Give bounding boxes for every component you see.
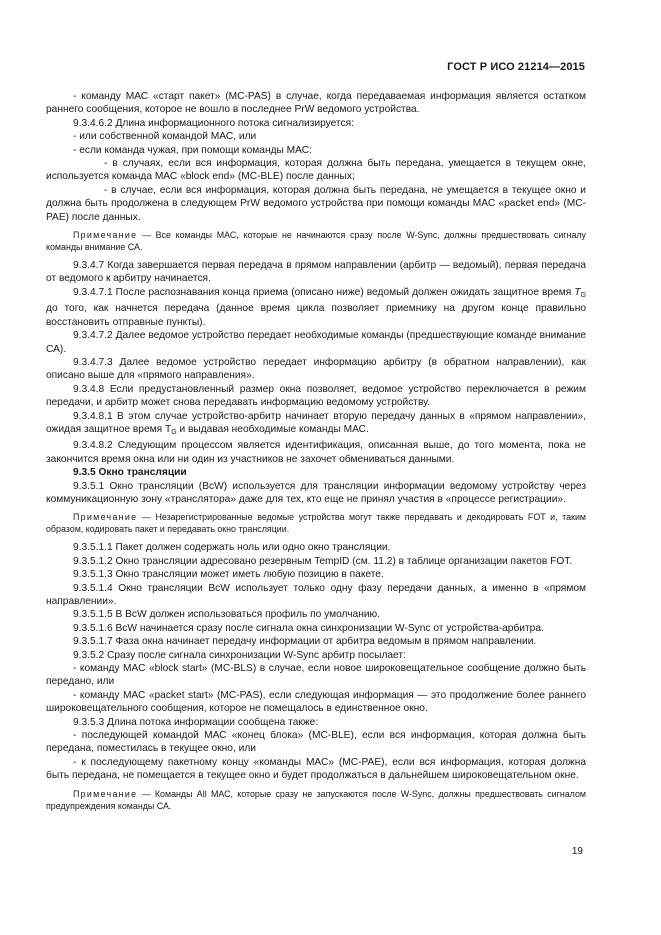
- list-item: - или собственной командой МАС, или: [73, 131, 257, 143]
- page-number: 19: [571, 846, 583, 857]
- paragraph: 9.3.5.1 Окно трансляции (BcW) используется для трансляции информации ведомому устройству через коммуникационную зону «транслятора» даже для тех, кто еще не принял участия в «процессе регистрации».: [46, 480, 586, 505]
- note-text: — Команды All МАС, которые сразу не запускаются после W-Sync, должны предшествовать сигналом предупреждения команды СА.: [46, 788, 586, 811]
- note-label: Примечание: [73, 512, 138, 523]
- note-label: Примечание: [73, 788, 138, 799]
- paragraph: 9.3.5.1.4 Окно трансляции BcW использует только одну фазу передачи данных, а именно в «прямом направлении».: [46, 582, 586, 607]
- paragraph: 9.3.4.8 Если предустановленный размер окна позволяет, ведомое устройство переключается в режим передачи, и арбитр может снова передавать информацию ведомому устройству.: [46, 383, 586, 409]
- note: [46, 511, 586, 535]
- paragraph: 9.3.5.2 Сразу после сигнала синхронизации W-Sync арбитр посылает:: [73, 649, 406, 661]
- paragraph: 9.3.5.1.7 Фаза окна начинает передачу информации от арбитра ведомым в прямом направлении.: [73, 636, 537, 648]
- note-text: — Незарегистрированные ведомые устройства могут также передавать и декодировать FOT и, таким образом, кодировать пакет и передавать окно трансляции.: [46, 512, 586, 535]
- list-item: - команду МАС «packet start» (MC-PAS), если следующая информация — это продолжение более раннего широковещательного сообщения, которое не помещалось в единственное окно.: [46, 689, 586, 715]
- note: [46, 788, 586, 812]
- section-heading: 9.3.5 Окно трансляции: [73, 467, 187, 479]
- list-item: - в случае, если вся информация, которая должна быть передана, не умещается в текущее окно и должна быть продолжена в следующем PrW ведомого устройства при помощи команды МАС «packet end» (MC-PAE) после данных.: [46, 184, 586, 223]
- standard-header: ГОСТ Р ИСО 21214—2015: [447, 61, 585, 73]
- note-text: — Все команды МАС, которые не начинаются сразу после W-Sync, должны предшествовать сигналу команды внимание СА.: [46, 230, 586, 253]
- paragraph: 9.3.5.1.3 Окно трансляции может иметь любую позицию в пакете.: [73, 569, 384, 581]
- list-item: - к последующему пакетному концу «команды МАС» (MC-PAE), если вся информация, которая должна быть передана, не помещается в текущее окно и будет продолжаться в дальнейшем широковещательном окне.: [46, 756, 586, 782]
- paragraph-text: до того, как начнется передача (данное время цикла позволяет приемнику на другом конце правильно восстановить отправные пункты).: [46, 303, 586, 328]
- paragraph-text: и выдавая необходимые команды МАС.: [176, 423, 369, 435]
- paragraph-text: 9.3.4.7.1 После распознавания конца приема (описано ниже) ведомый должен ожидать защитное время: [73, 286, 575, 298]
- note: [46, 229, 586, 253]
- paragraph: 9.3.4.7.3 Далее ведомое устройство передает информацию арбитру (в обратном направлении), как описано выше для «прямого направления».: [46, 356, 586, 382]
- paragraph: 9.3.5.1.6 BcW начинается сразу после сигнала окна синхронизации W-Sync от устройства-арбитра.: [73, 622, 544, 634]
- subscript-g: G: [171, 428, 177, 436]
- paragraph: 9.3.5.1.2 Окно трансляции адресовано резервным TempID (см. 11.2) в таблице организации пакетов FOT.: [73, 555, 573, 567]
- paragraph: [46, 286, 586, 329]
- list-item: - последующей командой МАС «конец блока» (MC-BLE), если вся информация, которая должна быть передана, поместилась в текущее окно, или: [46, 730, 586, 755]
- paragraph: 9.3.4.8.2 Следующим процессом является идентификация, описанная выше, до того момента, пока не закончится время окна или ни один из участников не захочет обмениваться данными.: [46, 440, 586, 465]
- paragraph: 9.3.5.1.5 В BcW должен использоваться профиль по умолчанию.: [73, 609, 381, 621]
- paragraph: 9.3.4.7 Когда завершается первая передача в прямом направлении (арбитр — ведомый), первая передача от ведомого к арбитру начинается.: [46, 260, 586, 285]
- paragraph-text: 9.3.4.8.1 В этом случае устройство-арбитр начинает вторую передачу данных в «прямом направлении», ожидая защитное время T: [46, 410, 586, 435]
- paragraph: 9.3.4.7.2 Далее ведомое устройство передает необходимые команды (предшествующие команде внимание СА).: [46, 330, 586, 355]
- paragraph: - команду МАС «старт пакет» (MC-PAS) в случае, когда передаваемая информация является остатком раннего сообщения, которое не вошло в последнее PrW ведомого устройства.: [46, 91, 586, 116]
- list-item: - команду МАС «block start» (MC-BLS) в случае, если новое широковещательное сообщение должно быть передано, или: [46, 663, 586, 688]
- list-item: - если команда чужая, при помощи команды МАС:: [73, 144, 312, 156]
- document-body: [46, 90, 586, 818]
- paragraph: [46, 410, 586, 440]
- note-label: Примечание: [73, 230, 138, 241]
- list-item: - в случаях, если вся информация, которая должна быть передана, умещается в текущем окне, используется команда МАС «block end» (MC-BLE) после данных;: [46, 158, 586, 183]
- paragraph: 9.3.5.3 Длина потока информации сообщена также:: [73, 716, 319, 728]
- symbol-t: T: [574, 286, 581, 298]
- subscript-g: G: [580, 291, 586, 299]
- paragraph: 9.3.5.1.1 Пакет должен содержать ноль или одно окно трансляции.: [73, 542, 391, 554]
- paragraph: 9.3.4.6.2 Длина информационного потока сигнализируется:: [73, 117, 354, 129]
